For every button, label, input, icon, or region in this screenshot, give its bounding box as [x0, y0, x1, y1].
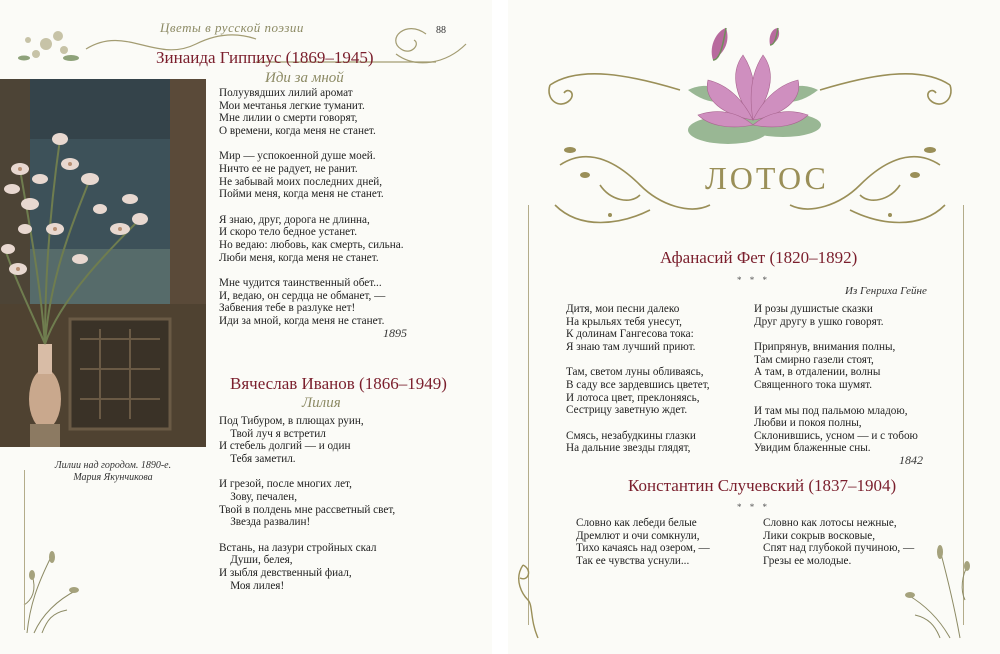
lotus-illustration [668, 20, 838, 160]
stanza [576, 517, 710, 567]
verse-line: Друг другу в ушко говорят. [754, 315, 884, 328]
verse-line: И грезой, после многих лет, [219, 478, 352, 491]
poem-text-fet-column-1 [566, 303, 710, 468]
poem-text-ivanov [219, 415, 395, 605]
caption-line-1: Лилии над городом. 1890-е. [54, 460, 172, 471]
verse-line: Звезда развалин! [219, 516, 311, 529]
verse-line: Священного тока шумят. [754, 378, 873, 391]
stanza [754, 341, 918, 391]
verse-line: Там, светом луны обливаясь, [566, 366, 704, 379]
stanza [566, 366, 710, 416]
poem-title-idi-za-mnoy: Иди за мной [265, 70, 344, 86]
floral-corner-ornament-bottom-left [22, 545, 82, 635]
verse-line: Твой в полдень мне рассветный свет, [219, 503, 396, 516]
painting-lilies-over-city [0, 79, 206, 447]
frame-rule-left [24, 470, 25, 630]
verse-line: Но ведаю: любовь, как смерть, сильна. [219, 238, 404, 251]
verse-line: Твой луч я встретил [219, 427, 326, 440]
poet-name-fet: Афанасий Фет (1820–1892) [660, 248, 858, 267]
verse-line: Так ее чувства уснули... [576, 554, 690, 567]
caption-line-2: Мария Якунчикова [73, 472, 153, 483]
stanza [219, 277, 404, 327]
verse-line: И лотоса цвет, преклоняясь, [566, 391, 700, 404]
stanza [763, 517, 914, 567]
verse-line: А там, в отдалении, волны [754, 366, 881, 379]
section-title-lotos: ЛОТОС [705, 160, 829, 196]
verse-line: И стебель долгий — и один [219, 440, 351, 453]
floral-corner-ornament-bottom-right [900, 540, 970, 640]
ornamental-stars-1: * * * [737, 275, 770, 285]
verse-line: Забвения тебе в разлуке нет! [219, 302, 356, 315]
running-header-title: Цветы в русской поэзии [160, 20, 304, 35]
stanza [219, 214, 404, 264]
verse-line: Словно как лотосы нежные, [763, 517, 897, 529]
verse-line: Моя лилея! [219, 579, 285, 592]
verse-line: Увидим блаженные сны. [754, 442, 871, 455]
verse-line: Спят над глубокой пучиною, — [763, 542, 915, 555]
stanza [219, 542, 395, 592]
poem-text-gippius [219, 87, 404, 341]
stanza [566, 430, 710, 455]
verse-line: И там мы под пальмою младою, [754, 404, 908, 417]
verse-line: О времени, когда меня не станет. [219, 124, 376, 137]
verse-line: В саду все зардевшись цветет, [566, 378, 710, 391]
verse-line: И скоро тело бедное устанет. [219, 226, 357, 239]
poem-text-sluchevsky-column-1 [576, 517, 710, 580]
verse-line: Там смирно газели стоят, [754, 353, 874, 366]
verse-line: На дальние звезды глядят, [566, 442, 691, 455]
ornamental-stars-2: * * * [737, 502, 770, 512]
verse-line: Полуувядших лилий аромат [219, 87, 353, 99]
poet-name-gippius: Зинаида Гиппиус (1869–1945) [156, 48, 374, 67]
verse-line: Грезы ее молодые. [763, 554, 852, 567]
verse-line: Дремлют и очи сомкнули, [576, 529, 700, 542]
verse-line: Припрянув, внимания полны, [754, 341, 896, 354]
stanza [219, 150, 404, 200]
verse-line: Зову, печален, [219, 490, 298, 503]
painting-caption [18, 460, 208, 484]
verse-line: Сестрицу заветную ждет. [566, 404, 688, 417]
scroll-ornament-bottom-left-right-page [508, 560, 568, 640]
verse-line: Души, белея, [219, 554, 293, 567]
poet-name-sluchevsky: Константин Случевский (1837–1904) [628, 476, 897, 495]
verse-line: Словно как лебеди белые [576, 517, 697, 529]
verse-line: Люби меня, когда меня не станет. [219, 251, 379, 264]
verse-line: Пойми меня, когда меня не станет. [219, 188, 384, 201]
verse-line: Под Тибуром, в плющах руин, [219, 415, 364, 427]
page-number: 88 [436, 25, 446, 36]
verse-line: Встань, на лазури стройных скал [219, 541, 377, 554]
stanza [754, 405, 918, 455]
verse-line: К долинам Гангесова тока: [566, 328, 694, 341]
verse-line: Склонившись, усном — и с тобою [754, 429, 918, 442]
verse-line: Смясь, незабудкины глазки [566, 429, 696, 442]
poem-title-liliya: Лилия [302, 395, 341, 411]
poem-year-1842: 1842 [899, 453, 923, 467]
epigraph-heine: Из Генриха Гейне [845, 285, 927, 297]
verse-line: Любви и покоя полны, [754, 417, 862, 430]
verse-line: Дитя, мои песни далеко [566, 303, 680, 315]
verse-line: Я знаю там лучший приют. [566, 340, 696, 353]
poet-name-ivanov: Вячеслав Иванов (1866–1949) [230, 374, 447, 393]
verse-line: И зыбля девственный фиал, [219, 566, 352, 579]
verse-line: Иди за мной, когда меня не станет. [219, 314, 385, 327]
verse-line: И, ведаю, он сердца не обманет, — [219, 289, 386, 302]
verse-line: Ничто ее не радует, не ранит. [219, 162, 358, 175]
poem-year-1895: 1895 [383, 326, 407, 340]
stanza [219, 478, 395, 528]
verse-line: Тихо качаясь над озером, — [576, 542, 710, 555]
stanza [754, 303, 918, 328]
verse-line: Я знаю, друг, дорога не длинна, [219, 213, 370, 226]
verse-line: Не забывай моих последних дней, [219, 175, 383, 188]
poem-text-fet-column-2 [754, 303, 918, 468]
book-gutter [492, 0, 508, 654]
verse-line: Лики сокрыв восковые, [763, 529, 876, 542]
stanza [566, 303, 710, 353]
verse-line: На крыльях тебя унесут, [566, 315, 682, 328]
verse-line: Тебя заметил. [219, 452, 296, 465]
verse-line: Мир — успокоенной душе моей. [219, 150, 376, 163]
poem-text-sluchevsky-column-2 [763, 517, 914, 580]
verse-line: Мне чудится таинственный обет... [219, 277, 382, 290]
stanza [219, 415, 395, 465]
verse-line: И розы душистые сказки [754, 303, 873, 315]
verse-line: Мои мечтанья легкие туманит. [219, 99, 365, 112]
verse-line: Мне лилии о смерти говорят, [219, 112, 358, 125]
stanza [219, 87, 404, 137]
